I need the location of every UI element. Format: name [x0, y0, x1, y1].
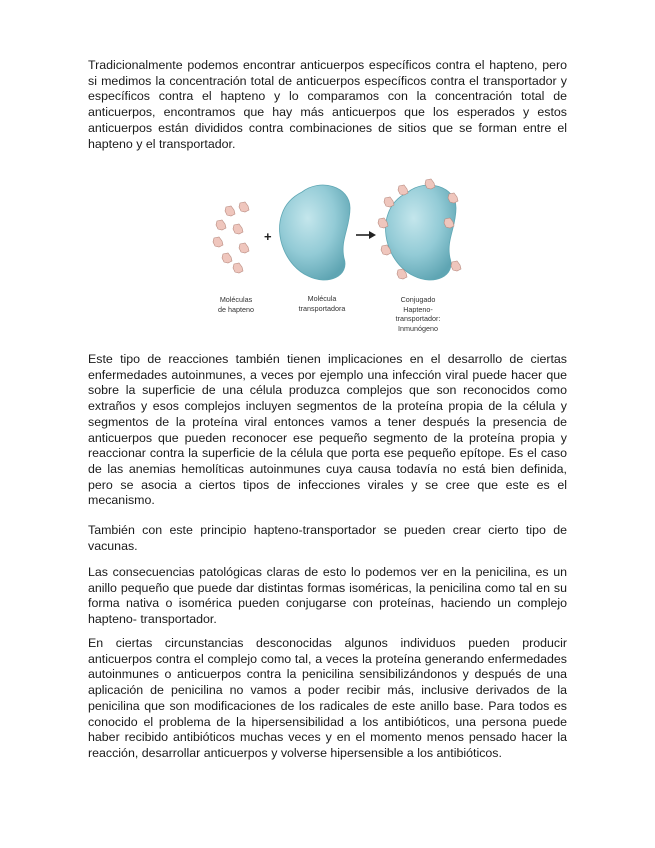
hapten-molecule — [225, 206, 235, 216]
hapten-molecule — [213, 237, 223, 247]
hapten-molecule — [233, 263, 243, 273]
conjugate-immunogen — [378, 179, 461, 280]
hapten-molecule — [233, 224, 243, 234]
hapten-molecule — [216, 220, 226, 230]
caption-hapten-molecules: Moléculas de hapteno — [218, 295, 254, 314]
hapten-molecule — [239, 243, 249, 253]
hapten-molecule — [239, 202, 249, 212]
hapten-carrier-figure — [200, 178, 470, 346]
hapten-molecules — [213, 202, 249, 273]
arrow-icon — [356, 231, 376, 239]
attached-hapten — [425, 179, 435, 189]
hapten-molecule — [222, 253, 232, 263]
attached-hapten — [384, 197, 394, 207]
attached-hapten — [448, 193, 458, 203]
paragraph-autoimmune-diseases: Este tipo de reacciones también tienen implicaciones en el desarrollo de ciertas enfermedades autoinmunes, a veces por ejemplo una infección viral puede hacer que sobre la superficie de una célula produzca complejos que son reconocidos como extraños y esos complejos incluyen segmentos de la proteína propia de la célula y segmentos de la proteína viral entonces vamos a tener después la presencia de anticuerpos que pueden reconocer ese pequeño segmento de la proteína propia y reaccionar contra la superficie de la célula que porta ese pequeño epítope. Es el caso de las anemias hemolíticas autoinmunes cuya causa todavía no está bien definida, pero se asocia a ciertos tipos de infecciones virales y se cree que este es el mecanismo. — [88, 352, 567, 508]
paragraph-vaccines: También con este principio hapteno-transportador se pueden crear cierto tipo de vacunas. — [88, 523, 567, 553]
carrier-molecule — [280, 185, 350, 280]
paragraph-penicillin: Las consecuencias patológicas claras de esto lo podemos ver en la penicilina, es un anillo pequeño que puede dar distintas formas isoméricas, la penicilina como tal en su forma nativa o isomérica pueden conjugarse con proteínas, haciendo un complejo hapteno- transportador. — [88, 565, 567, 627]
caption-conjugate: Conjugado Hapteno- transportador: Inmunógeno — [395, 295, 441, 333]
attached-hapten — [398, 185, 408, 195]
caption-carrier-molecule: Molécula transportadora — [298, 294, 346, 313]
paragraph-hapten-antibodies: Tradicionalmente podemos encontrar anticuerpos específicos contra el hapteno, pero si medimos la concentración total de anticuerpos específicos contra el transportador y específicos contra el hapteno y lo comparamos con la concentración total de anticuerpos, encontramos que hay más anticuerpos que los esperados y estos anticuerpos están divididos contra combinaciones de sitios que se forman entre el hapteno y el transportador. — [88, 58, 567, 151]
plus-sign: + — [264, 229, 272, 244]
attached-hapten — [451, 261, 461, 271]
paragraph-hypersensitivity: En ciertas circunstancias desconocidas algunos individuos pueden producir anticuerpos contra el complejo como tal, a veces la proteína generando enfermedades autoinmunes o anticuerpos contra la penicilina sensibilizándonos y después de una aplicación de penicilina no vamos a poder recibir más, inclusive derivados de la penicilina que son modificaciones de los radicales de este anillo base. Para todos es conocido el problema de la hipersensibilidad a los antibióticos, una persona puede haber recibido antibióticos muchas veces y en el momento menos pensado hacer la reacción, desarrollar anticuerpos y volverse hipersensible a los antibióticos. — [88, 636, 567, 760]
